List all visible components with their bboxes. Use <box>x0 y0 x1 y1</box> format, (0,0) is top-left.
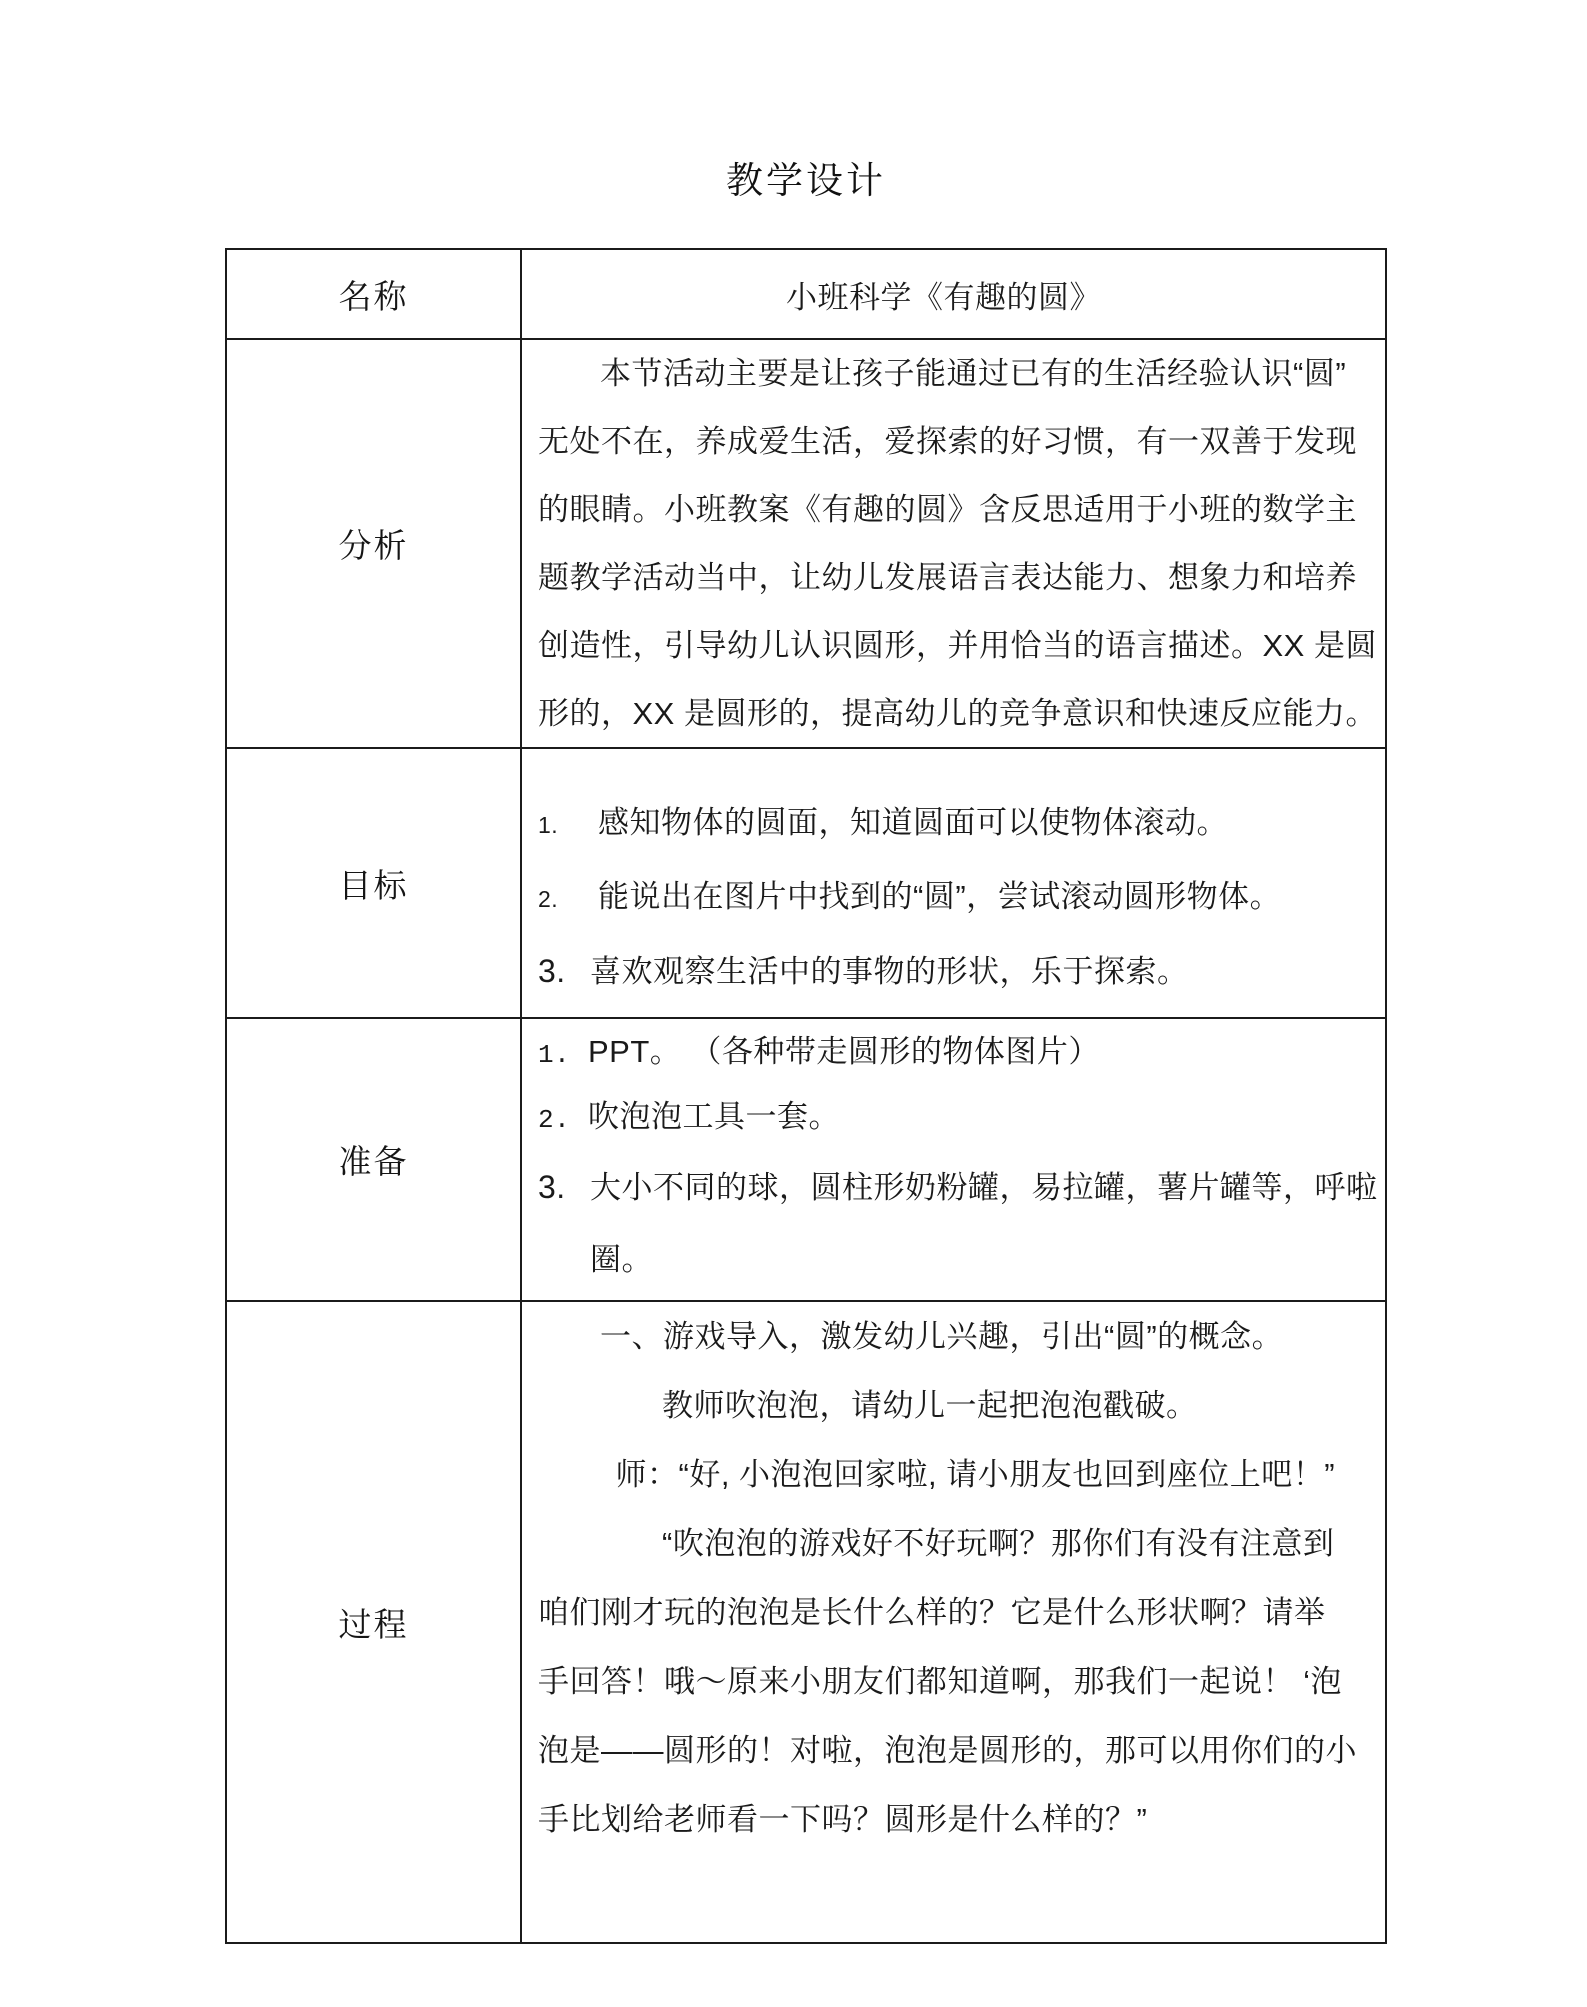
list-item-number: 3. <box>538 1169 566 1205</box>
list-item-number: 2. <box>538 886 559 912</box>
row-content <box>522 250 1385 338</box>
list-item-number: 2. <box>538 1105 571 1135</box>
content-line: 咱们刚才玩的泡泡是长什么样的？它是什么形状啊？请举 <box>538 1595 1326 1630</box>
list-item-text <box>588 1021 1100 1083</box>
list-item <box>538 1151 1378 1296</box>
content-line: 教师吹泡泡，请幼儿一起把泡泡戳破。 <box>662 1388 1198 1423</box>
content-line: 创造性，引导幼儿认识圆形，并用恰当的语言描述。XX 是圆 <box>538 628 1377 663</box>
list-item-line: 感知物体的圆面，知道圆面可以使物体滚动。 <box>598 805 1228 840</box>
table-row <box>227 250 1385 338</box>
list-item-line: 喜欢观察生活中的事物的形状，乐于探索。 <box>590 954 1189 989</box>
list-item-line: 能说出在图片中找到的“圆”，尝试滚动圆形物体。 <box>598 879 1282 914</box>
content-line: “吹泡泡的游戏好不好玩啊？那你们有没有注意到 <box>662 1526 1335 1561</box>
list-item-wrap-line: 圈。 <box>590 1242 653 1277</box>
content-line: 泡是——圆形的！对啦，泡泡是圆形的，那可以用你们的小 <box>538 1733 1357 1768</box>
list-item-text <box>590 936 1189 1008</box>
row-label-名称: 名称 <box>227 250 522 338</box>
list-item-text <box>590 1152 1378 1296</box>
list-item <box>538 935 1349 1008</box>
list-item <box>538 1086 1349 1151</box>
row-label-准备: 准备 <box>227 1019 522 1300</box>
content-line: 师：“好, 小泡泡回家啦, 请小朋友也回到座位上吧！” <box>615 1457 1336 1492</box>
list-item-text <box>598 861 1281 933</box>
content-line: 手比划给老师看一下吗？圆形是什么样的？” <box>538 1802 1148 1837</box>
table-row <box>227 1017 1385 1300</box>
list-item-line: 吹泡泡工具一套。 <box>588 1099 840 1134</box>
list-item-text <box>588 1086 840 1148</box>
row-label-过程: 过程 <box>227 1302 522 1942</box>
table-row <box>227 747 1385 1017</box>
content-line: 形的，XX 是圆形的，提高幼儿的竞争意识和快速反应能力。 <box>538 696 1377 731</box>
table-row <box>227 1300 1385 1942</box>
content-line: 一、游戏导入，激发幼儿兴趣，引出“圆”的概念。 <box>600 1319 1284 1354</box>
list-item-number: 3. <box>538 953 566 989</box>
list-item-number: 1. <box>538 812 559 838</box>
content-line: 手回答！哦～原来小朋友们都知道啊，那我们一起说！ ‘泡 <box>538 1664 1342 1699</box>
content-line: 本节活动主要是让孩子能通过已有的生活经验认识“圆” <box>600 356 1347 391</box>
list-item-line: PPT。 （各种带走圆形的物体图片） <box>588 1034 1100 1069</box>
content-line: 小班科学《有趣的圆》 <box>786 279 1101 315</box>
doc-table <box>225 248 1387 1944</box>
page-title: 教学设计 <box>726 160 886 201</box>
list-item-text <box>598 787 1228 859</box>
content-line: 题教学活动当中，让幼儿发展语言表达能力、想象力和培养 <box>538 560 1357 595</box>
row-label-目标: 目标 <box>227 749 522 1017</box>
row-content <box>522 1302 1385 1942</box>
content-line: 的眼睛。小班教案《有趣的圆》含反思适用于小班的数学主 <box>538 492 1357 527</box>
list-item-number: 1. <box>538 1040 571 1070</box>
row-content <box>522 749 1385 1017</box>
list-item-line: 大小不同的球，圆柱形奶粉罐，易拉罐，薯片罐等，呼啦 <box>590 1170 1378 1205</box>
table-row <box>227 338 1385 747</box>
row-content <box>522 340 1385 747</box>
content-line: 无处不在，养成爱生活，爱探索的好习惯，有一双善于发现 <box>538 424 1357 459</box>
list-item <box>538 787 1349 861</box>
list-item <box>538 1021 1349 1086</box>
list-item <box>538 861 1349 935</box>
row-content <box>522 1019 1385 1300</box>
row-label-分析: 分析 <box>227 340 522 747</box>
